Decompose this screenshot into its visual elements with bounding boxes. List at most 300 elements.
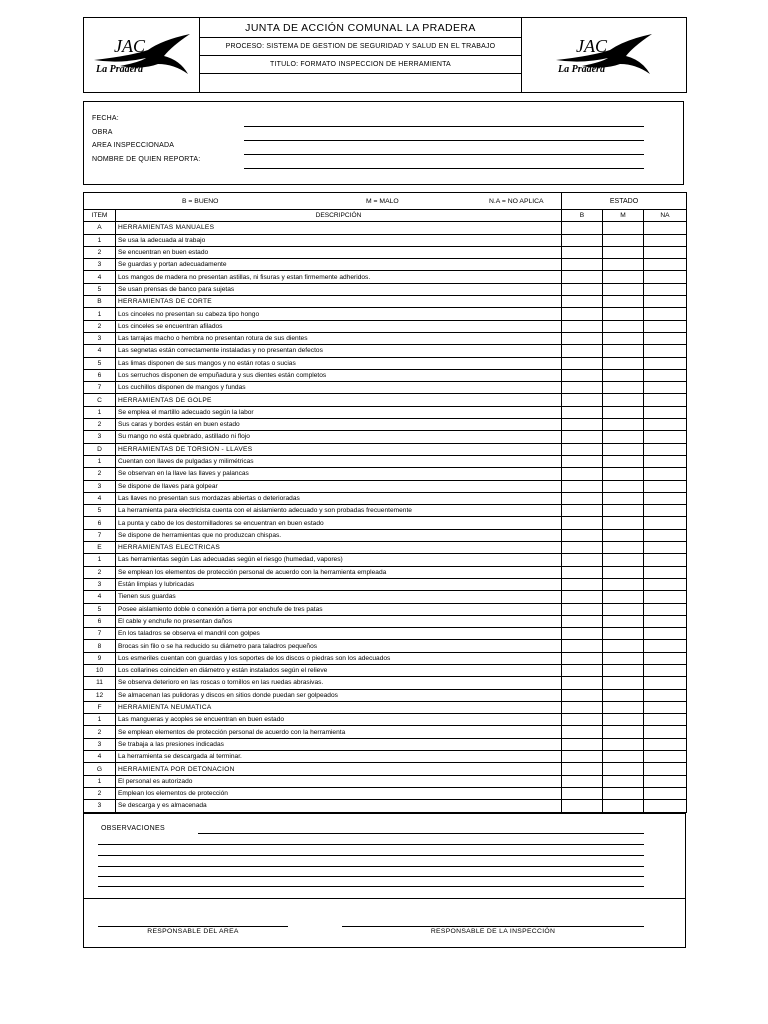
item-cell: 6 [84, 615, 116, 627]
estado-na-cell[interactable] [644, 283, 687, 295]
estado-b-cell[interactable] [562, 591, 603, 603]
estado-m-cell[interactable] [603, 517, 644, 529]
item-cell: 3 [84, 578, 116, 590]
col-b: B [562, 210, 603, 222]
estado-m-cell[interactable] [603, 689, 644, 701]
estado-b-cell[interactable] [562, 529, 603, 541]
observaciones-line[interactable] [98, 855, 644, 856]
description-cell: Los cuchillos disponen de mangos y fundas [116, 382, 562, 394]
estado-na-cell[interactable] [644, 406, 687, 418]
item-cell: 2 [84, 726, 116, 738]
estado-m-cell[interactable] [603, 578, 644, 590]
item-cell: 1 [84, 714, 116, 726]
item-cell: 3 [84, 480, 116, 492]
description-cell: HERRAMIENTAS DE CORTE [116, 296, 562, 308]
description-cell: Se emplea el martillo adecuado según la labor [116, 406, 562, 418]
item-cell: 2 [84, 787, 116, 799]
estado-m-cell[interactable] [603, 345, 644, 357]
description-cell: HERRAMIENTAS DE TORSION - LLAVES [116, 443, 562, 455]
obra-label: OBRA [92, 129, 113, 136]
table-row [84, 689, 687, 701]
estado-m-cell[interactable] [603, 775, 644, 787]
item-cell: 1 [84, 308, 116, 320]
logo-text-top: JAC [113, 36, 145, 56]
header-empty-cell [200, 74, 522, 93]
estado-m-cell[interactable] [603, 800, 644, 812]
estado-b-cell[interactable] [562, 751, 603, 763]
estado-na-cell[interactable] [644, 615, 687, 627]
estado-na-cell[interactable] [644, 492, 687, 504]
estado-b-cell[interactable] [562, 763, 603, 775]
section-row [84, 763, 687, 775]
table-row [84, 320, 687, 332]
table-row [84, 800, 687, 812]
description-cell: Se dispone de herramientas que no produzcan chispas. [116, 529, 562, 541]
estado-na-cell[interactable] [644, 664, 687, 676]
description-cell: En los taladros se observa el mandril con golpes [116, 628, 562, 640]
estado-m-cell[interactable] [603, 394, 644, 406]
estado-m-cell[interactable] [603, 431, 644, 443]
description-cell: Se usa la adecuada al trabajo [116, 234, 562, 246]
item-cell: 8 [84, 640, 116, 652]
description-cell: Se dispone de llaves para golpear [116, 480, 562, 492]
reporta-field[interactable] [244, 168, 644, 169]
logo-right [522, 18, 687, 93]
estado-na-cell[interactable] [644, 726, 687, 738]
estado-na-cell[interactable] [644, 234, 687, 246]
estado-b-cell[interactable] [562, 800, 603, 812]
estado-b-cell[interactable] [562, 234, 603, 246]
description-cell: Las tarrajas macho o hembra no presentan rotura de sus dientes [116, 332, 562, 344]
estado-na-cell[interactable] [644, 714, 687, 726]
table-row [84, 345, 687, 357]
estado-m-cell[interactable] [603, 271, 644, 283]
estado-m-cell[interactable] [603, 677, 644, 689]
swallow-logo-icon [552, 30, 656, 80]
estado-na-cell[interactable] [644, 677, 687, 689]
signature-area-line[interactable] [98, 926, 288, 927]
estado-b-cell[interactable] [562, 345, 603, 357]
item-cell: 3 [84, 738, 116, 750]
estado-b-cell[interactable] [562, 714, 603, 726]
description-cell: Las limas disponen de sus mangos y no están rotas o sucias [116, 357, 562, 369]
description-cell: Las mangueras y acoples se encuentran en buen estado [116, 714, 562, 726]
estado-na-cell[interactable] [644, 246, 687, 258]
estado-m-cell[interactable] [603, 480, 644, 492]
estado-b-cell[interactable] [562, 603, 603, 615]
estado-b-cell[interactable] [562, 419, 603, 431]
table-row [84, 332, 687, 344]
estado-m-cell[interactable] [603, 664, 644, 676]
estado-m-cell[interactable] [603, 554, 644, 566]
table-row [84, 603, 687, 615]
legend-row [84, 193, 687, 210]
description-cell: HERRAMIENTA NEUMATICA [116, 701, 562, 713]
estado-m-cell[interactable] [603, 628, 644, 640]
item-cell: 2 [84, 246, 116, 258]
estado-b-cell[interactable] [562, 406, 603, 418]
table-row [84, 578, 687, 590]
col-na: NA [644, 210, 687, 222]
estado-b-cell[interactable] [562, 259, 603, 271]
table-row [84, 369, 687, 381]
inspection-table [83, 192, 687, 813]
estado-m-cell[interactable] [603, 443, 644, 455]
item-cell: 9 [84, 652, 116, 664]
table-row [84, 492, 687, 504]
item-cell: 3 [84, 259, 116, 271]
estado-b-cell[interactable] [562, 578, 603, 590]
estado-na-cell[interactable] [644, 566, 687, 578]
estado-na-cell[interactable] [644, 800, 687, 812]
item-cell: 3 [84, 431, 116, 443]
area-field[interactable] [244, 154, 644, 155]
legend-bueno: B = BUENO [182, 198, 219, 205]
observaciones-line[interactable] [98, 866, 644, 867]
estado-b-cell[interactable] [562, 369, 603, 381]
description-cell: La herramienta para electricista cuenta con el aislamiento adecuado y son probadas frecuentemente [116, 505, 562, 517]
estado-b-cell[interactable] [562, 517, 603, 529]
estado-m-cell[interactable] [603, 308, 644, 320]
table-row [84, 591, 687, 603]
estado-b-cell[interactable] [562, 332, 603, 344]
item-cell: 2 [84, 566, 116, 578]
estado-na-cell[interactable] [644, 763, 687, 775]
estado-b-cell[interactable] [562, 566, 603, 578]
estado-m-cell[interactable] [603, 382, 644, 394]
estado-m-cell[interactable] [603, 468, 644, 480]
description-cell: Cuentan con llaves de pulgadas y milimétricas [116, 455, 562, 467]
item-cell: 5 [84, 357, 116, 369]
observaciones-line[interactable] [198, 833, 644, 834]
description-cell: Las herramientas según Las adecuadas según el riesgo (humedad, vapores) [116, 554, 562, 566]
estado-b-cell[interactable] [562, 689, 603, 701]
estado-b-cell[interactable] [562, 677, 603, 689]
estado-m-cell[interactable] [603, 455, 644, 467]
estado-na-cell[interactable] [644, 701, 687, 713]
table-row [84, 652, 687, 664]
description-cell: Se observa deterioro en las roscas o tornillos en las ruedas abrasivas. [116, 677, 562, 689]
section-row [84, 222, 687, 234]
table-row [84, 468, 687, 480]
section-row [84, 542, 687, 554]
estado-na-cell[interactable] [644, 578, 687, 590]
description-cell: Están limpias y lubricadas [116, 578, 562, 590]
estado-b-cell[interactable] [562, 468, 603, 480]
estado-na-cell[interactable] [644, 455, 687, 467]
estado-m-cell[interactable] [603, 652, 644, 664]
estado-m-cell[interactable] [603, 640, 644, 652]
table-row [84, 357, 687, 369]
fecha-field[interactable] [244, 126, 644, 127]
estado-b-cell[interactable] [562, 628, 603, 640]
section-row [84, 296, 687, 308]
estado-m-cell[interactable] [603, 505, 644, 517]
description-cell: Los collarines coinciden en diámetro y están instalados según el relieve [116, 664, 562, 676]
estado-na-cell[interactable] [644, 357, 687, 369]
estado-b-cell[interactable] [562, 787, 603, 799]
estado-na-cell[interactable] [644, 369, 687, 381]
estado-m-cell[interactable] [603, 296, 644, 308]
column-header-row [84, 210, 687, 222]
estado-na-cell[interactable] [644, 775, 687, 787]
estado-m-cell[interactable] [603, 603, 644, 615]
table-row [84, 529, 687, 541]
estado-na-cell[interactable] [644, 554, 687, 566]
legend-na: N.A = NO APLICA [489, 198, 544, 205]
estado-na-cell[interactable] [644, 271, 687, 283]
estado-na-cell[interactable] [644, 296, 687, 308]
estado-b-cell[interactable] [562, 701, 603, 713]
description-cell: El cable y enchufe no presentan daños [116, 615, 562, 627]
estado-b-cell[interactable] [562, 308, 603, 320]
estado-na-cell[interactable] [644, 382, 687, 394]
table-row [84, 308, 687, 320]
description-cell: La herramienta se descargada al terminar. [116, 751, 562, 763]
item-cell: D [84, 443, 116, 455]
item-cell: 6 [84, 517, 116, 529]
estado-b-cell[interactable] [562, 738, 603, 750]
description-cell: Se descarga y es almacenada [116, 800, 562, 812]
obra-field[interactable] [244, 140, 644, 141]
estado-m-cell[interactable] [603, 492, 644, 504]
estado-na-cell[interactable] [644, 529, 687, 541]
estado-m-cell[interactable] [603, 246, 644, 258]
estado-b-cell[interactable] [562, 271, 603, 283]
estado-m-cell[interactable] [603, 701, 644, 713]
info-section [83, 101, 684, 185]
fecha-label: FECHA: [92, 115, 119, 122]
estado-na-cell[interactable] [644, 345, 687, 357]
item-cell: B [84, 296, 116, 308]
estado-m-cell[interactable] [603, 529, 644, 541]
item-cell: 4 [84, 345, 116, 357]
org-name: JUNTA DE ACCIÓN COMUNAL LA PRADERA [200, 18, 522, 38]
area-label: AREA INSPECCIONADA [92, 142, 175, 149]
estado-m-cell[interactable] [603, 259, 644, 271]
estado-m-cell[interactable] [603, 726, 644, 738]
estado-b-cell[interactable] [562, 652, 603, 664]
estado-na-cell[interactable] [644, 603, 687, 615]
item-cell: 5 [84, 603, 116, 615]
signature-inspeccion-line[interactable] [342, 926, 644, 927]
estado-b-cell[interactable] [562, 296, 603, 308]
item-cell: 7 [84, 628, 116, 640]
table-row [84, 517, 687, 529]
observaciones-line[interactable] [98, 844, 644, 845]
item-cell: 1 [84, 554, 116, 566]
description-cell: Brocas sin filo o se ha reducido su diámetro para taladros pequeños [116, 640, 562, 652]
estado-na-cell[interactable] [644, 517, 687, 529]
estado-b-cell[interactable] [562, 554, 603, 566]
estado-m-cell[interactable] [603, 787, 644, 799]
estado-b-cell[interactable] [562, 505, 603, 517]
estado-m-cell[interactable] [603, 369, 644, 381]
item-cell: A [84, 222, 116, 234]
estado-m-cell[interactable] [603, 419, 644, 431]
table-row [84, 480, 687, 492]
estado-m-cell[interactable] [603, 763, 644, 775]
table-row [84, 751, 687, 763]
estado-na-cell[interactable] [644, 640, 687, 652]
table-row [84, 505, 687, 517]
description-cell: La punta y cabo de los destornilladores se encuentran en buen estado [116, 517, 562, 529]
swallow-logo-icon [90, 30, 194, 80]
estado-na-cell[interactable] [644, 394, 687, 406]
estado-na-cell[interactable] [644, 542, 687, 554]
estado-m-cell[interactable] [603, 283, 644, 295]
item-cell: 5 [84, 283, 116, 295]
description-cell: HERRAMIENTAS MANUALES [116, 222, 562, 234]
item-cell: 4 [84, 751, 116, 763]
estado-na-cell[interactable] [644, 222, 687, 234]
table-row [84, 640, 687, 652]
estado-m-cell[interactable] [603, 542, 644, 554]
estado-m-cell[interactable] [603, 566, 644, 578]
observaciones-line[interactable] [98, 886, 644, 887]
estado-m-cell[interactable] [603, 615, 644, 627]
signature-area-label: RESPONSABLE DEL AREA [147, 928, 239, 935]
estado-b-cell[interactable] [562, 726, 603, 738]
estado-na-cell[interactable] [644, 738, 687, 750]
description-cell: Posee aislamiento doble o conexión a tierra por enchufe de tres patas [116, 603, 562, 615]
format-title: TITULO: FORMATO INSPECCION DE HERRAMIENTA [200, 56, 522, 74]
description-cell: Se almacenan las pulidoras y discos en sitios donde puedan ser golpeados [116, 689, 562, 701]
logo-text-top: JAC [576, 36, 607, 56]
description-cell: Las segnetas están correctamente instaladas y no presentan defectos [116, 345, 562, 357]
item-cell: 11 [84, 677, 116, 689]
estado-na-cell[interactable] [644, 431, 687, 443]
table-row [84, 259, 687, 271]
item-cell: 5 [84, 505, 116, 517]
description-cell: Se observan en la llave las llaves y palancas [116, 468, 562, 480]
estado-m-cell[interactable] [603, 714, 644, 726]
estado-b-cell[interactable] [562, 455, 603, 467]
estado-na-cell[interactable] [644, 787, 687, 799]
estado-b-cell[interactable] [562, 615, 603, 627]
table-row [84, 234, 687, 246]
description-cell: Su mango no está quebrado, astillado ni flojo [116, 431, 562, 443]
estado-m-cell[interactable] [603, 357, 644, 369]
estado-na-cell[interactable] [644, 505, 687, 517]
estado-m-cell[interactable] [603, 332, 644, 344]
observaciones-line[interactable] [98, 876, 644, 877]
estado-b-cell[interactable] [562, 640, 603, 652]
estado-na-cell[interactable] [644, 419, 687, 431]
estado-b-cell[interactable] [562, 775, 603, 787]
description-cell: El personal es autorizado [116, 775, 562, 787]
estado-na-cell[interactable] [644, 689, 687, 701]
reporta-label: NOMBRE DE QUIEN REPORTA: [92, 156, 201, 163]
item-cell: 1 [84, 775, 116, 787]
estado-m-cell[interactable] [603, 738, 644, 750]
estado-m-cell[interactable] [603, 234, 644, 246]
logo-left [84, 18, 200, 93]
item-cell: 3 [84, 332, 116, 344]
item-cell: 2 [84, 320, 116, 332]
item-cell: 7 [84, 529, 116, 541]
estado-m-cell[interactable] [603, 222, 644, 234]
estado-b-cell[interactable] [562, 443, 603, 455]
item-cell: G [84, 763, 116, 775]
description-cell: Se emplean los elementos de protección personal de acuerdo con la herramienta empleada [116, 566, 562, 578]
description-cell: Se usan prensas de banco para sujetas [116, 283, 562, 295]
item-cell: 3 [84, 800, 116, 812]
estado-b-cell[interactable] [562, 283, 603, 295]
process-label: PROCESO: SISTEMA DE GESTION DE SEGURIDAD Y SALUD EN EL TRABAJO [200, 38, 522, 56]
estado-header: ESTADO [562, 193, 687, 210]
estado-na-cell[interactable] [644, 320, 687, 332]
item-cell: C [84, 394, 116, 406]
estado-b-cell[interactable] [562, 492, 603, 504]
description-cell: Los esmeriles cuentan con guardas y los soportes de los discos o piedras son los adecuados [116, 652, 562, 664]
table-row [84, 431, 687, 443]
description-cell: Los cinceles se encuentran afilados [116, 320, 562, 332]
table-row [84, 283, 687, 295]
table-row [84, 615, 687, 627]
table-row [84, 787, 687, 799]
estado-m-cell[interactable] [603, 751, 644, 763]
description-cell: Tienen sus guardas [116, 591, 562, 603]
description-cell: Se encuentran en buen estado [116, 246, 562, 258]
estado-b-cell[interactable] [562, 394, 603, 406]
estado-b-cell[interactable] [562, 357, 603, 369]
estado-b-cell[interactable] [562, 431, 603, 443]
estado-b-cell[interactable] [562, 320, 603, 332]
item-cell: 2 [84, 419, 116, 431]
section-row [84, 443, 687, 455]
observations-section [83, 813, 686, 948]
description-cell: HERRAMIENTAS DE GOLPE [116, 394, 562, 406]
estado-na-cell[interactable] [644, 332, 687, 344]
description-cell: Emplean los elementos de protección [116, 787, 562, 799]
description-cell: Los serruchos disponen de empuñadura y sus dientes están completos [116, 369, 562, 381]
estado-na-cell[interactable] [644, 628, 687, 640]
estado-na-cell[interactable] [644, 751, 687, 763]
item-cell: 1 [84, 234, 116, 246]
estado-na-cell[interactable] [644, 480, 687, 492]
item-cell: E [84, 542, 116, 554]
item-cell: 4 [84, 492, 116, 504]
estado-b-cell[interactable] [562, 664, 603, 676]
description-cell: HERRAMIENTAS ELECTRICAS [116, 542, 562, 554]
estado-m-cell[interactable] [603, 591, 644, 603]
table-row [84, 419, 687, 431]
estado-b-cell[interactable] [562, 382, 603, 394]
estado-b-cell[interactable] [562, 246, 603, 258]
estado-b-cell[interactable] [562, 480, 603, 492]
col-m: M [603, 210, 644, 222]
item-cell: 4 [84, 591, 116, 603]
table-row [84, 628, 687, 640]
item-cell: 4 [84, 271, 116, 283]
estado-na-cell[interactable] [644, 308, 687, 320]
estado-na-cell[interactable] [644, 443, 687, 455]
table-row [84, 455, 687, 467]
estado-b-cell[interactable] [562, 542, 603, 554]
estado-na-cell[interactable] [644, 652, 687, 664]
table-row [84, 554, 687, 566]
estado-b-cell[interactable] [562, 222, 603, 234]
legend-malo: M = MALO [366, 198, 399, 205]
estado-na-cell[interactable] [644, 591, 687, 603]
estado-na-cell[interactable] [644, 468, 687, 480]
estado-m-cell[interactable] [603, 320, 644, 332]
estado-na-cell[interactable] [644, 259, 687, 271]
item-cell: 2 [84, 468, 116, 480]
section-divider [84, 898, 685, 899]
estado-m-cell[interactable] [603, 406, 644, 418]
